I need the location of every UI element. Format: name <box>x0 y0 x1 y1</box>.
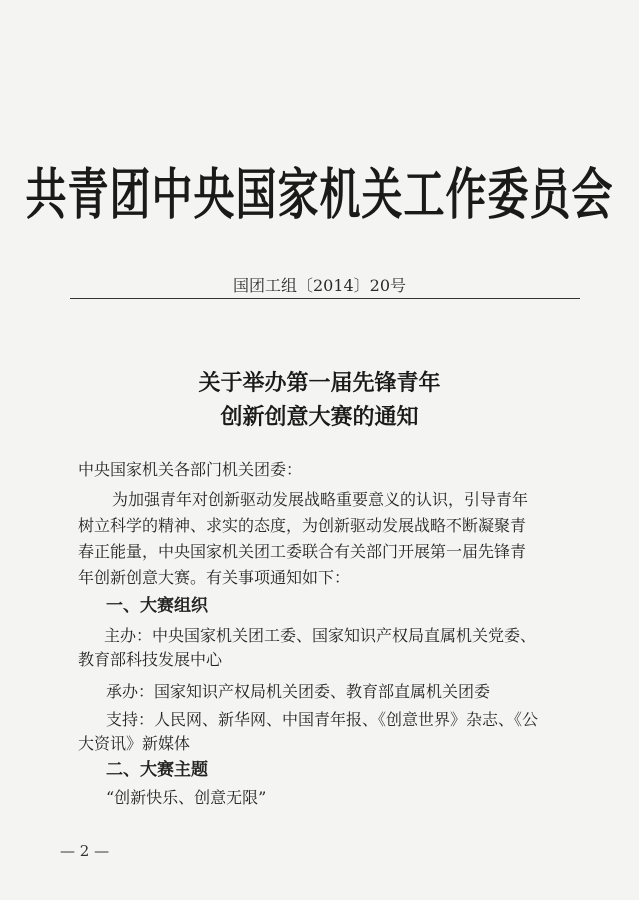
intro-paragraph-line-4: 年创新创意大赛。有关事项通知如下： <box>78 568 351 587</box>
header-divider <box>70 298 580 299</box>
host-line-1: 主办：中央国家机关团工委、国家知识产权局直属机关党委、 <box>104 626 537 645</box>
section-heading-theme: 二、大赛主题 <box>106 760 208 780</box>
intro-paragraph-line-1: 为加强青年对创新驱动发展战略重要意义的认识，引导青年 <box>112 490 529 509</box>
support-line-1: 支持：人民网、新华网、中国青年报、《创意世界》杂志、《公 <box>106 710 539 729</box>
notice-title-line-1: 关于举办第一届先锋青年 <box>198 370 441 396</box>
intro-paragraph-line-3: 春正能量，中央国家机关团工委联合有关部门开展第一届先锋青 <box>78 542 527 561</box>
intro-paragraph-line-2: 树立科学的精神、求实的态度，为创新驱动发展战略不断凝聚青 <box>78 516 527 535</box>
addressee: 中央国家机关各部门机关团委： <box>78 460 303 479</box>
section-heading-organization: 一、大赛组织 <box>106 596 208 616</box>
contest-theme: “创新快乐、创意无限” <box>106 788 267 807</box>
notice-title-line-2: 创新创意大赛的通知 <box>220 404 419 430</box>
organizer-line: 承办：国家知识产权局机关团委、教育部直属机关团委 <box>106 682 491 701</box>
document-number: 国团工组〔2014〕20号 <box>232 276 407 295</box>
page-number: — 2 — <box>60 842 110 860</box>
host-line-2: 教育部科技发展中心 <box>78 650 223 669</box>
organization-title: 共青团中央国家机关工作委员会 <box>25 162 614 227</box>
support-line-2: 大资讯》新媒体 <box>78 734 191 753</box>
